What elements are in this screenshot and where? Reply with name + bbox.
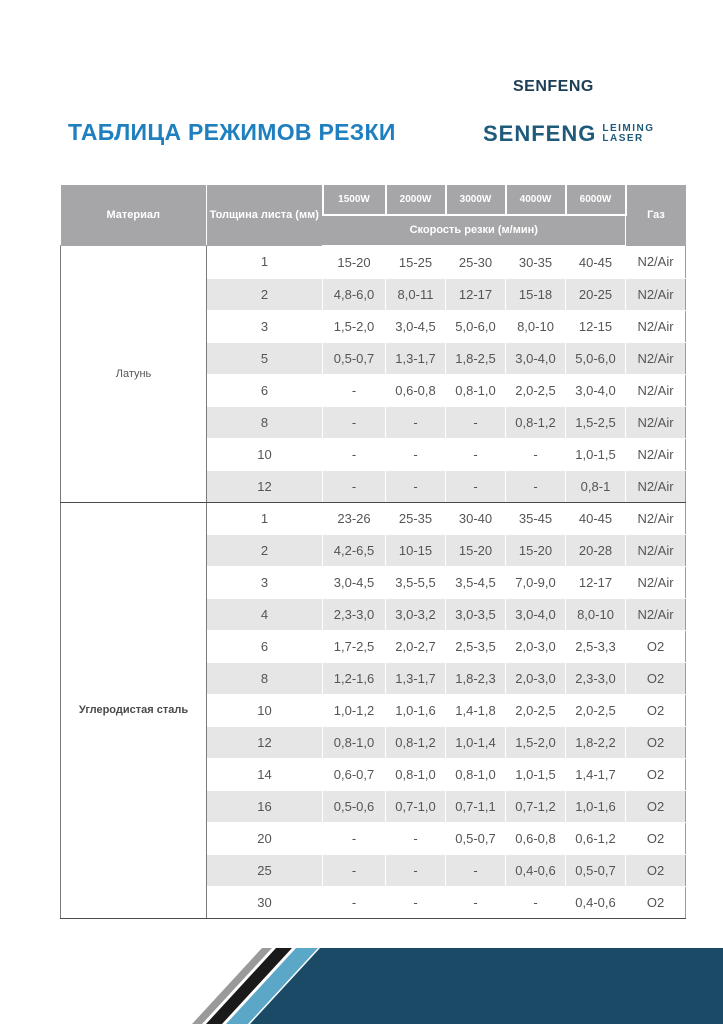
speed-cell: 3,0-4,0 (566, 374, 626, 406)
logo-wordmark: SENFENG (483, 121, 597, 146)
speed-cell: 2,0-2,5 (566, 694, 626, 726)
thickness-cell: 14 (207, 758, 323, 790)
logo-subtitle (602, 124, 654, 144)
speed-cell: 0,8-1,0 (323, 726, 386, 758)
speed-cell: - (446, 470, 506, 502)
speed-cell: 0,8-1,0 (446, 758, 506, 790)
company-logo (483, 121, 655, 147)
speed-cell: 2,5-3,5 (446, 630, 506, 662)
thickness-cell: 25 (207, 854, 323, 886)
thickness-cell: 16 (207, 790, 323, 822)
speed-cell: 0,7-1,1 (446, 790, 506, 822)
thickness-cell: 12 (207, 470, 323, 502)
speed-cell: - (323, 822, 386, 854)
gas-cell: N2/Air (626, 342, 686, 374)
header-power-2000: 2000W (386, 185, 446, 215)
gas-cell: N2/Air (626, 406, 686, 438)
speed-cell: - (386, 822, 446, 854)
speed-cell: 25-35 (386, 502, 446, 534)
speed-cell: 12-17 (566, 566, 626, 598)
speed-cell: 0,4-0,6 (566, 886, 626, 918)
gas-cell: O2 (626, 790, 686, 822)
speed-cell: - (386, 406, 446, 438)
speed-cell: - (506, 470, 566, 502)
speed-cell: 5,0-6,0 (566, 342, 626, 374)
header-cutting-speed: Скорость резки (м/мин) (323, 215, 626, 246)
speed-cell: 0,8-1,0 (386, 758, 446, 790)
speed-cell: 30-40 (446, 502, 506, 534)
speed-cell: - (506, 438, 566, 470)
table-body (61, 246, 686, 919)
speed-cell: 23-26 (323, 502, 386, 534)
speed-cell: 1,8-2,5 (446, 342, 506, 374)
speed-cell: 1,0-1,5 (506, 758, 566, 790)
gas-cell: O2 (626, 694, 686, 726)
table-row (61, 502, 686, 534)
speed-cell: 1,2-1,6 (323, 662, 386, 694)
thickness-cell: 6 (207, 630, 323, 662)
speed-cell: - (386, 854, 446, 886)
gas-cell: O2 (626, 854, 686, 886)
footer-decoration (0, 948, 723, 1024)
page-title: ТАБЛИЦА РЕЖИМОВ РЕЗКИ (68, 119, 396, 145)
thickness-cell: 30 (207, 886, 323, 918)
speed-cell: - (446, 854, 506, 886)
material-cell: Углеродистая сталь (61, 502, 207, 918)
speed-cell: 15-20 (323, 246, 386, 279)
speed-cell: 8,0-10 (566, 598, 626, 630)
logo-subtitle-line-1: LEIMING (602, 123, 655, 134)
speed-cell: 1,0-1,2 (323, 694, 386, 726)
thickness-cell: 20 (207, 822, 323, 854)
speed-cell: - (446, 438, 506, 470)
speed-cell: 8,0-11 (386, 278, 446, 310)
thickness-cell: 3 (207, 310, 323, 342)
gas-cell: N2/Air (626, 470, 686, 502)
speed-cell: 0,7-1,2 (506, 790, 566, 822)
speed-cell: 3,0-4,5 (386, 310, 446, 342)
speed-cell: 15-20 (506, 534, 566, 566)
speed-cell: 1,8-2,3 (446, 662, 506, 694)
gas-cell: O2 (626, 630, 686, 662)
speed-cell: 0,8-1,2 (386, 726, 446, 758)
speed-cell: 25-30 (446, 246, 506, 279)
speed-cell: 15-18 (506, 278, 566, 310)
speed-cell: - (506, 886, 566, 918)
speed-cell: 0,8-1,2 (506, 406, 566, 438)
header-material: Материал (61, 185, 207, 246)
speed-cell: 3,0-4,0 (506, 342, 566, 374)
gas-cell: O2 (626, 726, 686, 758)
speed-cell: - (323, 854, 386, 886)
speed-cell: - (323, 886, 386, 918)
thickness-cell: 10 (207, 438, 323, 470)
gas-cell: O2 (626, 758, 686, 790)
header-power-4000: 4000W (506, 185, 566, 215)
thickness-cell: 4 (207, 598, 323, 630)
speed-cell: 1,0-1,4 (446, 726, 506, 758)
speed-cell: 7,0-9,0 (506, 566, 566, 598)
speed-cell: 30-35 (506, 246, 566, 279)
speed-cell: 2,0-2,5 (506, 694, 566, 726)
thickness-cell: 8 (207, 662, 323, 694)
speed-cell: 3,0-4,0 (506, 598, 566, 630)
gas-cell: N2/Air (626, 310, 686, 342)
gas-cell: O2 (626, 662, 686, 694)
table-row (61, 246, 686, 279)
gas-cell: O2 (626, 886, 686, 918)
speed-cell: - (323, 470, 386, 502)
speed-cell: 0,8-1,0 (446, 374, 506, 406)
cutting-modes-table (60, 185, 686, 919)
speed-cell: 0,6-0,7 (323, 758, 386, 790)
speed-cell: 0,6-0,8 (386, 374, 446, 406)
logo-subtitle-line-2: LASER (602, 133, 644, 144)
speed-cell: - (323, 374, 386, 406)
gas-cell: N2/Air (626, 598, 686, 630)
speed-cell: 3,0-3,5 (446, 598, 506, 630)
speed-cell: 15-20 (446, 534, 506, 566)
thickness-cell: 5 (207, 342, 323, 374)
gas-cell: O2 (626, 822, 686, 854)
speed-cell: 4,8-6,0 (323, 278, 386, 310)
speed-cell: 1,5-2,5 (566, 406, 626, 438)
speed-cell: 0,8-1 (566, 470, 626, 502)
speed-cell: 20-25 (566, 278, 626, 310)
speed-cell: 20-28 (566, 534, 626, 566)
speed-cell: 12-15 (566, 310, 626, 342)
speed-cell: - (446, 886, 506, 918)
speed-cell: 1,5-2,0 (506, 726, 566, 758)
speed-cell: 3,5-5,5 (386, 566, 446, 598)
thickness-cell: 12 (207, 726, 323, 758)
speed-cell: 15-25 (386, 246, 446, 279)
speed-cell: 5,0-6,0 (446, 310, 506, 342)
header-power-1500: 1500W (323, 185, 386, 215)
speed-cell: 0,5-0,6 (323, 790, 386, 822)
speed-cell: 1,4-1,7 (566, 758, 626, 790)
speed-cell: 8,0-10 (506, 310, 566, 342)
thickness-cell: 2 (207, 534, 323, 566)
speed-cell: 1,0-1,6 (566, 790, 626, 822)
speed-cell: 0,5-0,7 (446, 822, 506, 854)
speed-cell: 1,0-1,5 (566, 438, 626, 470)
header-power-3000: 3000W (446, 185, 506, 215)
speed-cell: 0,4-0,6 (506, 854, 566, 886)
speed-cell: 2,0-3,0 (506, 662, 566, 694)
speed-cell: - (323, 438, 386, 470)
speed-cell: 2,5-3,3 (566, 630, 626, 662)
footer-navy-band (250, 948, 723, 1024)
thickness-cell: 1 (207, 502, 323, 534)
thickness-cell: 10 (207, 694, 323, 726)
speed-cell: 1,8-2,2 (566, 726, 626, 758)
speed-cell: 2,0-2,7 (386, 630, 446, 662)
speed-cell: 3,0-4,5 (323, 566, 386, 598)
speed-cell: 40-45 (566, 246, 626, 279)
thickness-cell: 1 (207, 246, 323, 279)
gas-cell: N2/Air (626, 534, 686, 566)
gas-cell: N2/Air (626, 566, 686, 598)
speed-cell: 1,3-1,7 (386, 342, 446, 374)
header-power-6000: 6000W (566, 185, 626, 215)
gas-cell: N2/Air (626, 246, 686, 279)
speed-cell: 2,0-2,5 (506, 374, 566, 406)
speed-cell: - (323, 406, 386, 438)
speed-cell: - (386, 886, 446, 918)
speed-cell: 2,3-3,0 (566, 662, 626, 694)
speed-cell: 10-15 (386, 534, 446, 566)
thickness-cell: 6 (207, 374, 323, 406)
gas-cell: N2/Air (626, 374, 686, 406)
gas-cell: N2/Air (626, 438, 686, 470)
speed-cell: - (446, 406, 506, 438)
speed-cell: 0,6-0,8 (506, 822, 566, 854)
material-cell: Латунь (61, 246, 207, 503)
speed-cell: 3,5-4,5 (446, 566, 506, 598)
gas-cell: N2/Air (626, 502, 686, 534)
speed-cell: - (386, 470, 446, 502)
header-gas: Газ (626, 185, 686, 246)
speed-cell: 2,3-3,0 (323, 598, 386, 630)
speed-cell: 4,2-6,5 (323, 534, 386, 566)
speed-cell: 0,5-0,7 (323, 342, 386, 374)
thickness-cell: 3 (207, 566, 323, 598)
speed-cell: 1,0-1,6 (386, 694, 446, 726)
header-thickness: Толщина листа (мм) (207, 185, 323, 246)
speed-cell: - (386, 438, 446, 470)
gas-cell: N2/Air (626, 278, 686, 310)
speed-cell: 1,4-1,8 (446, 694, 506, 726)
speed-cell: 1,7-2,5 (323, 630, 386, 662)
speed-cell: 0,7-1,0 (386, 790, 446, 822)
speed-cell: 1,5-2,0 (323, 310, 386, 342)
thickness-cell: 2 (207, 278, 323, 310)
brand-name: SENFENG (513, 78, 594, 95)
thickness-cell: 8 (207, 406, 323, 438)
speed-cell: 12-17 (446, 278, 506, 310)
speed-cell: 2,0-3,0 (506, 630, 566, 662)
speed-cell: 40-45 (566, 502, 626, 534)
speed-cell: 0,5-0,7 (566, 854, 626, 886)
speed-cell: 3,0-3,2 (386, 598, 446, 630)
speed-cell: 0,6-1,2 (566, 822, 626, 854)
speed-cell: 1,3-1,7 (386, 662, 446, 694)
speed-cell: 35-45 (506, 502, 566, 534)
